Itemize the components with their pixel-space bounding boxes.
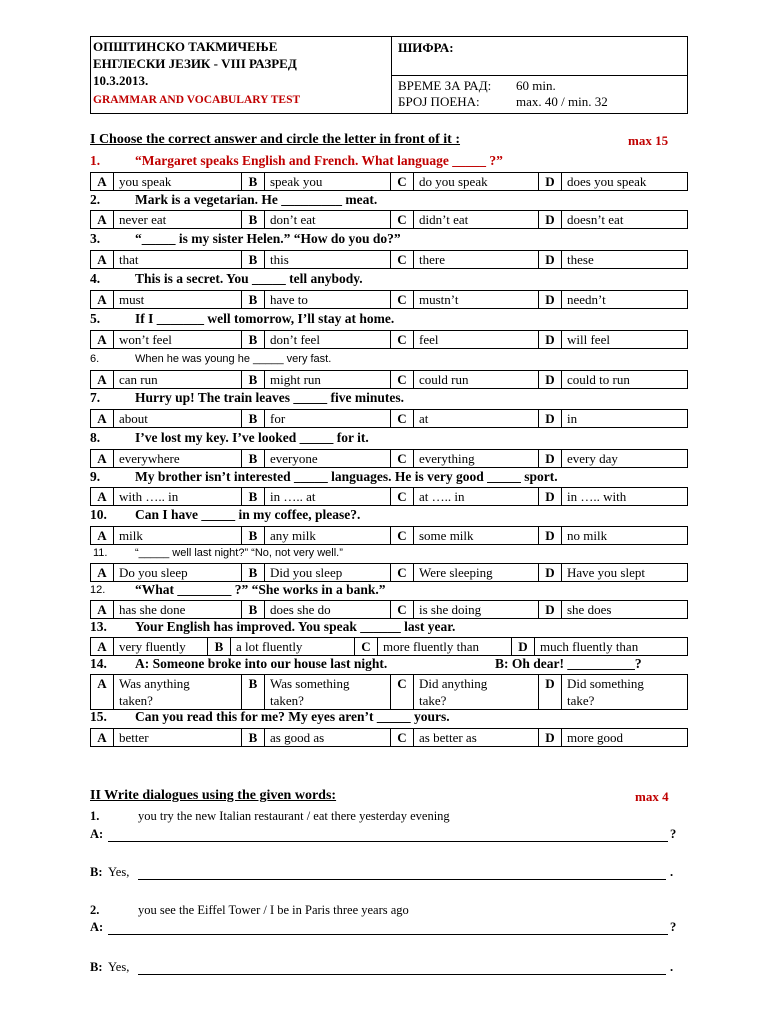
dialogue-1-a-answer-line[interactable] [108, 841, 668, 842]
option-letter[interactable]: A [91, 601, 114, 618]
question-text: “Margaret speaks English and French. What language _____ ?” [135, 153, 503, 168]
dialogue-1-prompt: you try the new Italian restaurant / eat there yesterday evening [138, 809, 450, 823]
options-row [90, 370, 688, 389]
dialogue-2-b-text: Yes, [108, 960, 130, 974]
option-letter[interactable]: D [539, 488, 562, 505]
option-letter[interactable]: D [539, 291, 562, 308]
option-letter[interactable]: A [91, 564, 114, 581]
option-text: in [567, 411, 578, 426]
code-field[interactable] [392, 37, 687, 76]
option-letter[interactable]: D [539, 211, 562, 228]
options-row [90, 728, 688, 747]
option-letter[interactable]: C [391, 251, 414, 268]
option-text: doesn’t eat [567, 212, 624, 227]
question-text: A: Someone broke into our house last night. [135, 656, 388, 671]
dialogue-2-prompt: you see the Eiffel Tower / I be in Paris three years ago [138, 903, 409, 917]
option-letter[interactable]: C [391, 527, 414, 544]
option-letter[interactable]: B [242, 173, 265, 190]
option-letter[interactable]: C [391, 331, 414, 348]
option-text: more fluently than [383, 639, 480, 654]
option-letter[interactable]: B [242, 371, 265, 388]
option-text: everything [419, 451, 475, 466]
option-text: Were sleeping [419, 565, 493, 580]
options-row [90, 600, 688, 619]
question-number: 2. [90, 192, 101, 207]
option-text-line2: taken? [270, 693, 304, 708]
option-text: didn’t eat [419, 212, 469, 227]
option-text: for [270, 411, 286, 426]
option-text: at ….. in [419, 489, 465, 504]
option-letter[interactable]: C [391, 564, 414, 581]
header-left [91, 37, 392, 113]
question-text: “What ________ ?” “She works in a bank.” [135, 582, 386, 597]
option-text-line2: take? [419, 693, 447, 708]
option-letter[interactable]: B [242, 601, 265, 618]
dialogue-2-num: 2. [90, 903, 100, 917]
question-text: Can you read this for me? My eyes aren’t _____ yours. [135, 709, 450, 724]
dialogue-2-b-end: . [670, 960, 674, 974]
option-letter[interactable]: B [242, 488, 265, 505]
option-text: as good as [270, 730, 325, 745]
dialogue-2-a-end: ? [670, 920, 677, 934]
option-text: needn’t [567, 292, 606, 307]
option-letter[interactable]: A [91, 211, 114, 228]
option-letter[interactable]: C [391, 488, 414, 505]
option-letter[interactable]: A [91, 488, 114, 505]
option-text: there [419, 252, 445, 267]
dialogue-2-b-label: B: [90, 960, 103, 974]
points-label: БРОЈ ПОЕНА: [398, 94, 480, 109]
question-text: Your English has improved. You speak ______ last year. [135, 619, 456, 634]
option-letter[interactable]: D [539, 601, 562, 618]
option-text: does she do [270, 602, 331, 617]
option-letter[interactable]: D [539, 675, 562, 709]
options-row [90, 330, 688, 349]
section1-title: I Choose the correct answer and circle the letter in front of it : [90, 132, 461, 147]
dialogue-1-b-answer-line[interactable] [138, 879, 666, 880]
option-text: could to run [567, 372, 630, 387]
dialogue-1-b-label: B: [90, 865, 103, 879]
question-text: I’ve lost my key. I’ve looked _____ for it. [135, 430, 369, 445]
option-text: in ….. with [567, 489, 627, 504]
option-letter[interactable]: D [539, 729, 562, 746]
question-number: 11. [93, 547, 108, 559]
question-number: 7. [90, 390, 101, 405]
option-letter[interactable]: A [91, 675, 114, 709]
option-text: these [567, 252, 594, 267]
option-letter[interactable]: B [242, 331, 265, 348]
option-text: Was something [270, 676, 350, 691]
option-letter[interactable]: B [242, 251, 265, 268]
option-letter[interactable]: D [512, 638, 535, 655]
options-row [90, 210, 688, 229]
header-line-1: ОПШТИНСКО ТАКМИЧЕЊЕ [93, 39, 278, 54]
option-text: with ….. in [119, 489, 179, 504]
question-text: “_____ is my sister Helen.” “How do you do?” [135, 231, 401, 246]
option-letter[interactable]: C [391, 675, 414, 709]
option-text: won’t feel [119, 332, 172, 347]
options-row [90, 487, 688, 506]
option-text: everyone [270, 451, 318, 466]
option-text: never eat [119, 212, 167, 227]
question-number: 1. [90, 153, 101, 168]
option-text: every day [567, 451, 618, 466]
options-row [90, 674, 688, 710]
option-text: must [119, 292, 145, 307]
option-text: she does [567, 602, 612, 617]
option-text: a lot fluently [236, 639, 303, 654]
option-text: Did anything [419, 676, 488, 691]
question-number: 13. [90, 619, 107, 634]
option-text: very fluently [119, 639, 186, 654]
header-line-2: ЕНГЛЕСКИ ЈЕЗИК - VIII РАЗРЕД [93, 56, 297, 71]
dialogue-1-b-text: Yes, [108, 865, 130, 879]
option-text-line2: taken? [119, 693, 153, 708]
option-text: more good [567, 730, 623, 745]
question-number: 12. [90, 584, 106, 596]
option-letter[interactable]: A [91, 291, 114, 308]
option-letter[interactable]: C [391, 211, 414, 228]
option-letter[interactable]: C [391, 601, 414, 618]
option-text: as better as [419, 730, 477, 745]
option-letter[interactable]: A [91, 173, 114, 190]
option-letter[interactable]: D [539, 251, 562, 268]
option-text: can run [119, 372, 158, 387]
option-text: much fluently than [540, 639, 639, 654]
dialogue-1-b-end: . [670, 865, 674, 879]
option-text: you speak [119, 174, 172, 189]
dialogue-2-a-label: A: [90, 920, 104, 934]
question-number: 10. [90, 507, 107, 522]
option-text: milk [119, 528, 143, 543]
options-row [90, 563, 688, 582]
question-number: 6. [90, 353, 100, 365]
section1-max: max 15 [628, 133, 669, 148]
question-text: Hurry up! The train leaves _____ five minutes. [135, 390, 404, 405]
option-text: Did something [567, 676, 644, 691]
option-text-line2: take? [567, 693, 595, 708]
dialogue-2-a-answer-line[interactable] [108, 934, 668, 935]
option-text: Was anything [119, 676, 190, 691]
code-label: ШИФРА: [398, 40, 454, 55]
option-text: Did you sleep [270, 565, 343, 580]
option-text: has she done [119, 602, 186, 617]
dialogue-1-a-label: A: [90, 827, 104, 841]
options-row [90, 172, 688, 191]
option-letter[interactable]: D [539, 564, 562, 581]
option-letter[interactable]: C [391, 291, 414, 308]
option-letter[interactable]: A [91, 371, 114, 388]
option-letter[interactable]: D [539, 371, 562, 388]
test-name: GRAMMAR AND VOCABULARY TEST [93, 94, 301, 106]
option-letter[interactable]: B [242, 211, 265, 228]
option-letter[interactable]: B [242, 291, 265, 308]
question-text-reply: B: Oh dear! __________? [495, 656, 642, 671]
options-row [90, 637, 688, 656]
option-text: some milk [419, 528, 474, 543]
option-letter[interactable]: A [91, 729, 114, 746]
option-text: don’t eat [270, 212, 316, 227]
options-row [90, 250, 688, 269]
question-number: 8. [90, 430, 101, 445]
question-number: 14. [90, 656, 107, 671]
option-text: does you speak [567, 174, 647, 189]
question-text: When he was young he _____ very fast. [135, 353, 332, 365]
option-letter[interactable]: C [391, 450, 414, 467]
header-line-3: 10.3.2013. [93, 73, 149, 88]
option-letter[interactable]: B [242, 564, 265, 581]
options-row [90, 290, 688, 309]
points-value: max. 40 / min. 32 [516, 94, 608, 109]
question-text: If I _______ well tomorrow, I’ll stay at home. [135, 311, 395, 326]
question-text: My brother isn’t interested _____ languages. He is very good _____ sport. [135, 469, 558, 484]
option-text: that [119, 252, 139, 267]
option-letter[interactable]: A [91, 450, 114, 467]
option-letter[interactable]: B [208, 638, 231, 655]
option-text: speak you [270, 174, 323, 189]
option-letter[interactable]: B [242, 410, 265, 427]
option-text: is she doing [419, 602, 482, 617]
option-text: in ….. at [270, 489, 316, 504]
time-label: ВРЕМЕ ЗА РАД: [398, 78, 492, 93]
section2-title: II Write dialogues using the given words: [90, 788, 337, 803]
option-text: might run [270, 372, 321, 387]
question-text: This is a secret. You _____ tell anybody. [135, 271, 363, 286]
option-text: everywhere [119, 451, 180, 466]
options-row [90, 449, 688, 468]
question-text: “_____ well last night?” “No, not very well.” [135, 547, 343, 559]
options-row [90, 409, 688, 428]
option-letter[interactable]: D [539, 527, 562, 544]
option-letter[interactable]: A [91, 331, 114, 348]
question-number: 9. [90, 469, 101, 484]
option-letter[interactable]: B [242, 450, 265, 467]
question-number: 3. [90, 231, 101, 246]
option-text: don’t feel [270, 332, 320, 347]
option-letter[interactable]: C [391, 410, 414, 427]
dialogue-1-a-end: ? [670, 827, 677, 841]
option-letter[interactable]: D [539, 410, 562, 427]
option-text: feel [419, 332, 439, 347]
section2-max: max 4 [635, 789, 669, 804]
option-text: no milk [567, 528, 608, 543]
question-number: 15. [90, 709, 107, 724]
option-text: this [270, 252, 289, 267]
options-row [90, 526, 688, 545]
option-letter[interactable]: A [91, 410, 114, 427]
question-number: 5. [90, 311, 101, 326]
option-text: have to [270, 292, 308, 307]
option-text: about [119, 411, 148, 426]
option-text: Do you sleep [119, 565, 188, 580]
option-letter[interactable]: B [242, 729, 265, 746]
option-letter[interactable]: D [539, 173, 562, 190]
dialogue-2-b-answer-line[interactable] [138, 974, 666, 975]
option-text: mustn’t [419, 292, 459, 307]
question-text: Can I have _____ in my coffee, please?. [135, 507, 361, 522]
option-letter[interactable]: B [242, 675, 265, 709]
option-letter[interactable]: C [391, 729, 414, 746]
question-number: 4. [90, 271, 101, 286]
option-letter[interactable]: B [242, 527, 265, 544]
option-text: better [119, 730, 149, 745]
option-letter[interactable]: C [391, 371, 414, 388]
time-points-box [392, 76, 687, 113]
option-letter[interactable]: D [539, 331, 562, 348]
header-box [90, 36, 688, 114]
option-letter[interactable]: C [355, 638, 378, 655]
option-text: will feel [567, 332, 610, 347]
dialogue-1-num: 1. [90, 809, 100, 823]
option-text: Have you slept [567, 565, 645, 580]
option-letter[interactable]: C [391, 173, 414, 190]
option-letter[interactable]: D [539, 450, 562, 467]
option-letter[interactable]: A [91, 251, 114, 268]
option-letter[interactable]: A [91, 638, 114, 655]
option-text: could run [419, 372, 469, 387]
time-value: 60 min. [516, 78, 556, 93]
question-text: Mark is a vegetarian. He _________ meat. [135, 192, 378, 207]
option-text: do you speak [419, 174, 488, 189]
option-letter[interactable]: A [91, 527, 114, 544]
option-text: any milk [270, 528, 316, 543]
option-text: at [419, 411, 429, 426]
